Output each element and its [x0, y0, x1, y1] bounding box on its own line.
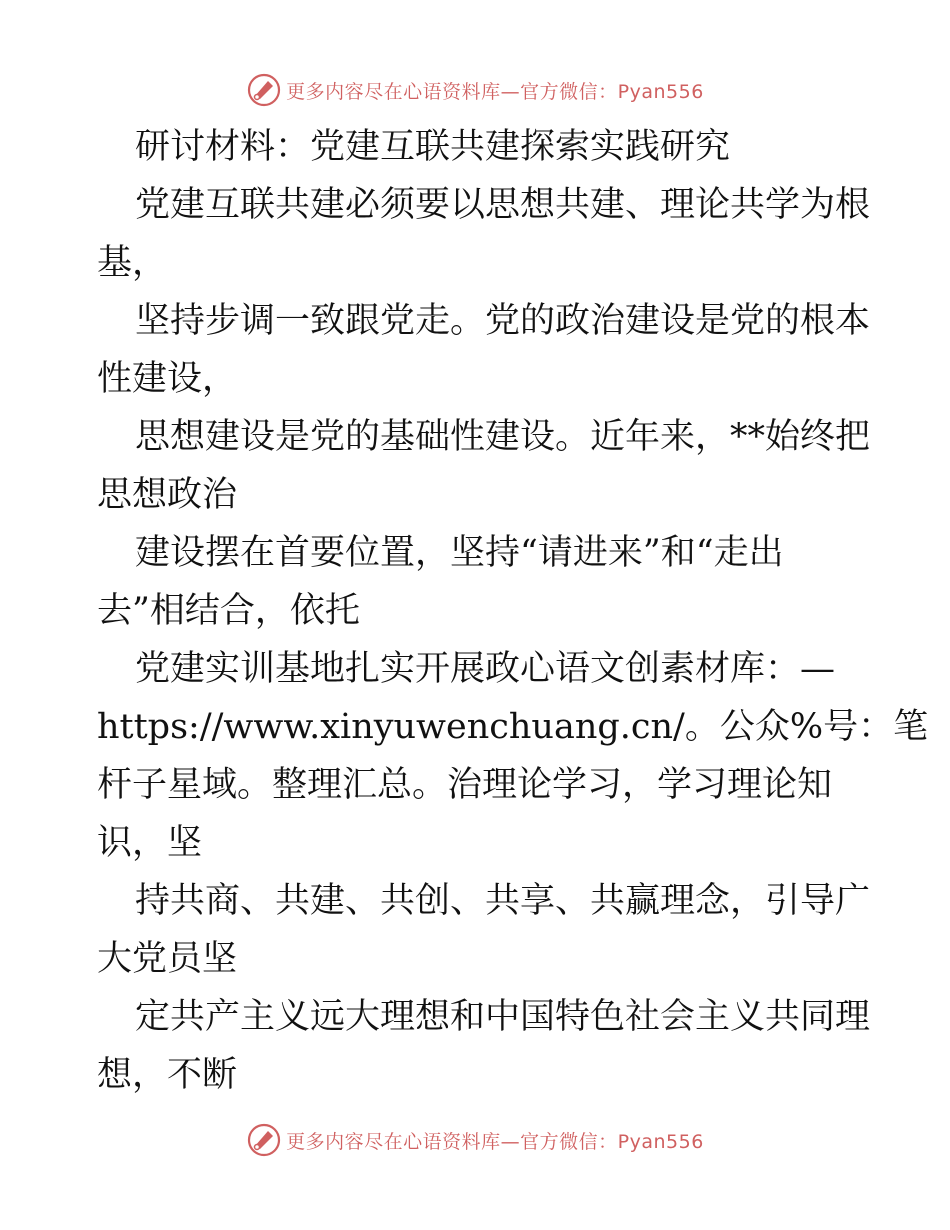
paragraph-line: 思想建设是党的基础性建设。近年来，**始终把	[135, 417, 871, 457]
paragraph	[97, 524, 857, 640]
paragraph-line: 党建实训基地扎实开展政心语文创素材库：—	[135, 649, 836, 689]
paragraph-line: https://www.xinyuwenchuang.cn/。公众%号：笔	[97, 707, 929, 747]
paragraph	[97, 408, 871, 524]
paragraph	[97, 988, 871, 1104]
watermark-text: 更多内容尽在心语资料库—官方微信：Pyan556	[286, 80, 704, 103]
paragraph-line: 持共商、共建、共创、共享、共赢理念，引导广	[135, 881, 871, 921]
pen-logo-icon	[246, 1122, 282, 1158]
paragraph-line: 建设摆在首要位置，坚持“请进来”和“走出	[135, 533, 784, 573]
header-watermark	[0, 70, 950, 110]
paragraph-line: 研讨材料：党建互联共建探索实践研究	[135, 127, 731, 167]
paragraph-line: 大党员坚	[97, 939, 238, 979]
paragraph-line: 去”相结合，依托	[97, 591, 360, 631]
paragraph	[97, 872, 871, 988]
pen-logo-icon	[246, 72, 282, 108]
paragraph-title	[97, 118, 857, 176]
watermark-text: 更多内容尽在心语资料库—官方微信：Pyan556	[286, 1130, 704, 1153]
paragraph-line: 识，坚	[97, 823, 203, 863]
paragraph-line: 基，	[97, 243, 168, 283]
paragraph-line: 性建设，	[97, 359, 238, 399]
paragraph-line: 定共产主义远大理想和中国特色社会主义共同理	[135, 997, 871, 1037]
paragraph-line: 坚持步调一致跟党走。党的政治建设是党的根本	[135, 301, 871, 341]
paragraph-line: 想，不断	[97, 1055, 238, 1095]
paragraph-line: 思想政治	[97, 475, 238, 515]
paragraph-line: 党建互联共建必须要以思想共建、理论共学为根	[135, 185, 871, 225]
paragraph-line: 杆子星域。整理汇总。治理论学习，学习理论知	[97, 765, 833, 805]
footer-watermark	[0, 1120, 950, 1160]
paragraph	[97, 292, 871, 408]
paragraph	[97, 640, 929, 872]
document-body	[97, 118, 929, 1104]
paragraph	[97, 176, 871, 292]
